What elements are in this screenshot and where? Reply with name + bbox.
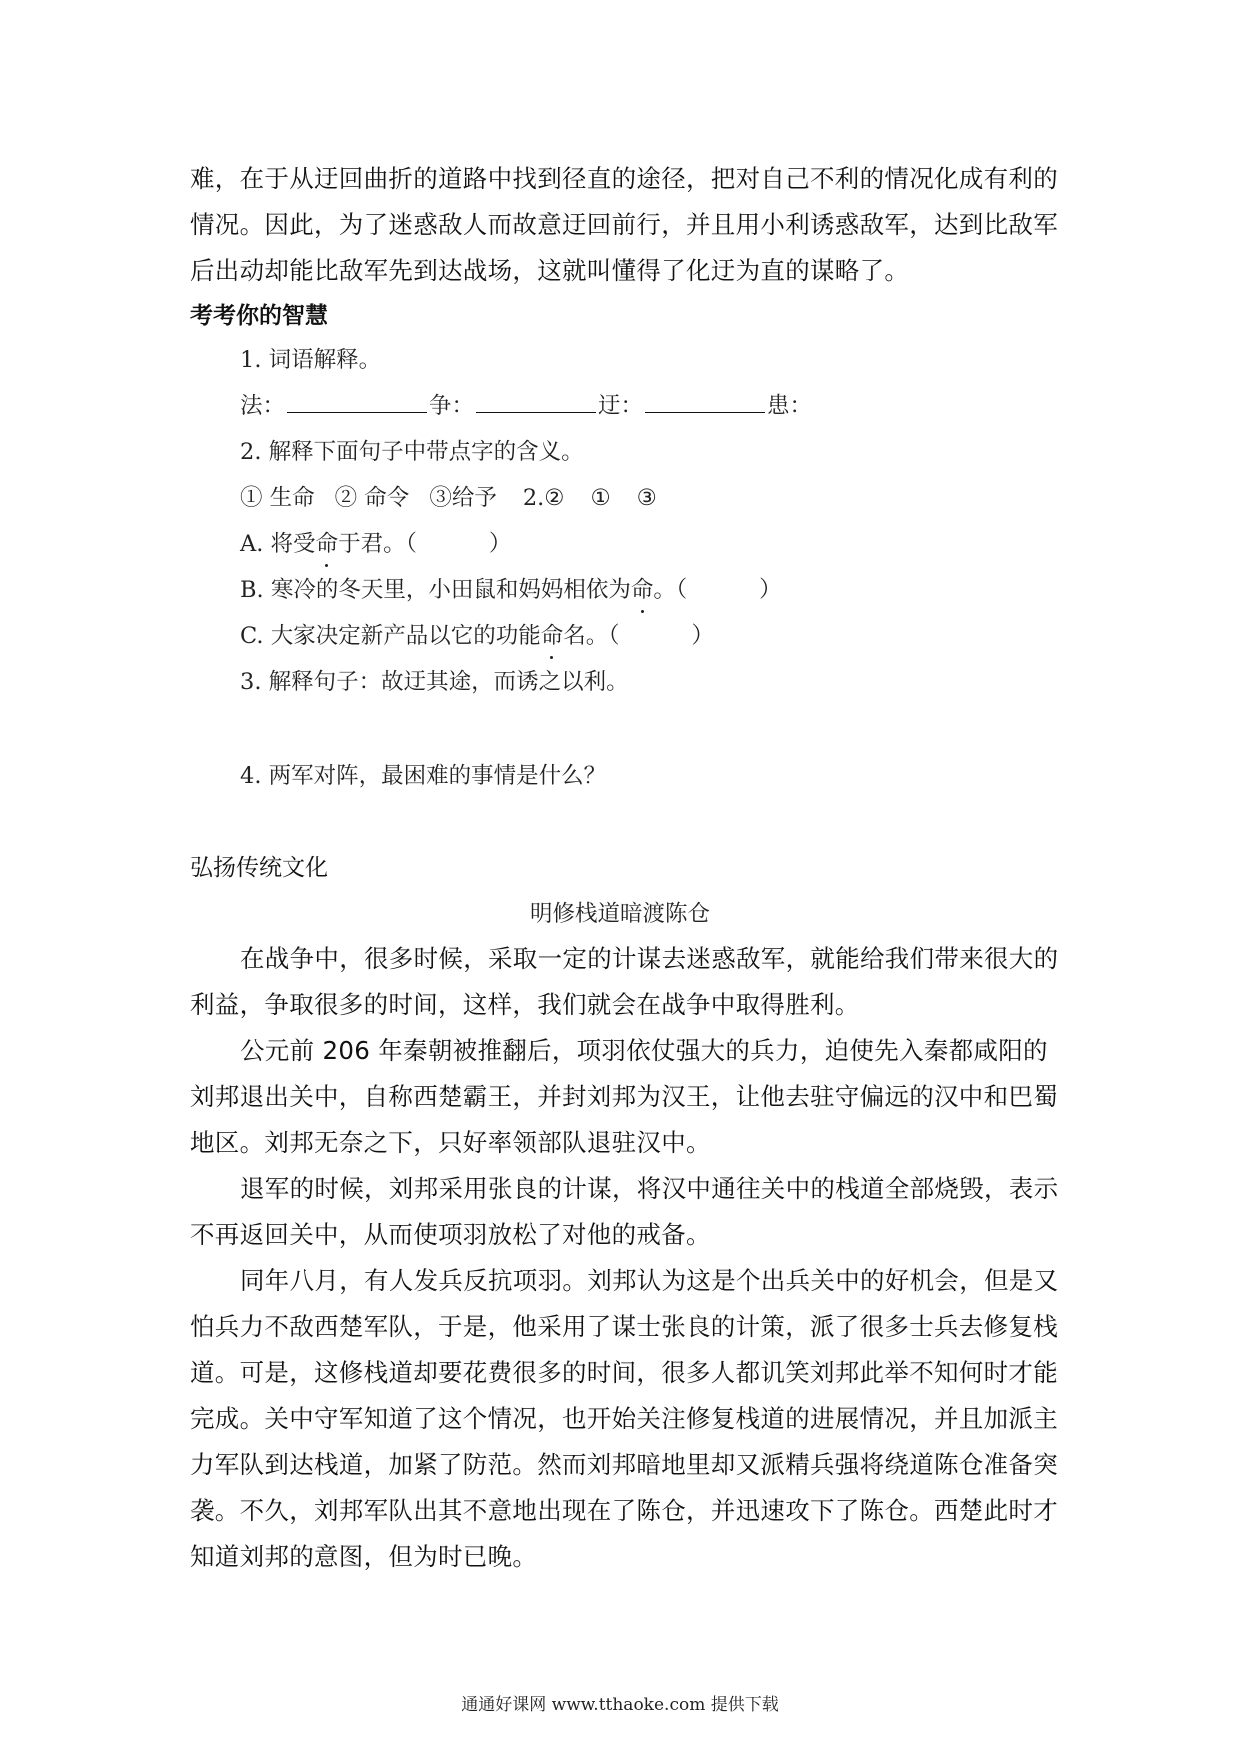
question-4: 4. 两军对阵，最困难的事情是什么？ xyxy=(240,763,607,789)
story-line-6: 退军的时候，刘邦采用张良的计谋，将汉中通往关中的栈道全部烧毁，表示 xyxy=(240,1174,1059,1203)
question-2c xyxy=(240,616,714,656)
story-line-10: 道。可是，这修栈道却要花费很多的时间，很多人都讥笑刘邦此举不知何时才能 xyxy=(190,1358,1058,1387)
question-2-options xyxy=(240,478,657,518)
story-line-13: 袭。不久，刘邦军队出其不意地出现在了陈仓，并迅速攻下了陈仓。西楚此时才 xyxy=(190,1496,1058,1525)
intro-line-2: 情况。因此，为了迷惑敌人而故意迂回前行，并且用小利诱惑敌军，达到比敌军 xyxy=(190,210,1058,239)
question-3: 3. 解释句子：故迂其途，而诱之以利。 xyxy=(240,669,629,695)
word-fa-label: 法： xyxy=(240,393,286,419)
intro-line-3: 后出动却能比敌军先到达战场，这就叫懂得了化迂为直的谋略了。 xyxy=(190,256,910,285)
quiz-heading: 考考你的智慧 xyxy=(190,303,328,329)
story-line-4: 刘邦退出关中，自称西楚霸王，并封刘邦为汉王，让他去驻守偏远的汉中和巴蜀 xyxy=(190,1082,1058,1111)
sentence-c-suffix: 名。（ xyxy=(563,623,620,649)
answer-key-3: ③ xyxy=(636,485,657,511)
story-line-5: 地区。刘邦无奈之下，只好率领部队退驻汉中。 xyxy=(190,1128,711,1157)
story-line-12: 力军队到达栈道，加紧了防范。然而刘邦暗地里却又派精兵强将绕道陈仓准备突 xyxy=(190,1450,1058,1479)
dotted-character: 命 xyxy=(316,524,339,564)
answer-key-2: ① xyxy=(590,485,611,511)
sentence-b-prefix: B. 寒冷的冬天里，小田鼠和妈妈相依为 xyxy=(240,577,631,603)
question-2b xyxy=(240,570,782,610)
story-title: 明修栈道暗渡陈仓 xyxy=(529,901,710,927)
option-2: ② 命令 xyxy=(334,485,410,511)
answer-blank-yu[interactable] xyxy=(645,386,765,413)
story-line-2: 利益，争取很多的时间，这样，我们就会在战争中取得胜利。 xyxy=(190,990,860,1019)
story-line-8: 同年八月，有人发兵反抗项羽。刘邦认为这是个出兵关中的好机会，但是又 xyxy=(240,1266,1059,1295)
question-2a xyxy=(240,524,511,564)
story-line-1: 在战争中，很多时候，采取一定的计谋去迷惑敌军，就能给我们带来很大的 xyxy=(240,944,1059,973)
culture-heading: 弘扬传统文化 xyxy=(190,855,328,881)
sentence-c-prefix: C. 大家决定新产品以它的功能 xyxy=(240,623,541,649)
dotted-character: 命 xyxy=(631,570,654,610)
close-paren: ） xyxy=(759,577,782,603)
answer-blank-fa[interactable] xyxy=(287,386,427,413)
sentence-a-prefix: A. 将受 xyxy=(240,531,316,557)
sentence-a-suffix: 于君。（ xyxy=(338,531,417,557)
sentence-b-suffix: 。（ xyxy=(653,577,688,603)
option-3: ③给予 xyxy=(429,485,497,511)
word-yu-label: 迂： xyxy=(598,393,644,419)
word-huan-label: 患： xyxy=(767,393,813,419)
question-1-blanks xyxy=(240,386,812,426)
answer-blank-zheng[interactable] xyxy=(476,386,596,413)
story-line-14: 知道刘邦的意图，但为时已晚。 xyxy=(190,1542,538,1571)
intro-line-1: 难，在于从迂回曲折的道路中找到径直的途径，把对自己不利的情况化成有利的 xyxy=(190,164,1058,193)
close-paren: ） xyxy=(488,531,512,557)
story-line-9: 怕兵力不敌西楚军队，于是，他采用了谋士张良的计策，派了很多士兵去修复栈 xyxy=(190,1312,1058,1341)
answer-key-1: 2.② xyxy=(522,485,565,511)
close-paren: ） xyxy=(691,623,715,649)
story-line-3: 公元前 206 年秦朝被推翻后，项羽依仗强大的兵力，迫使先入秦都咸阳的 xyxy=(240,1036,1048,1065)
question-1: 1. 词语解释。 xyxy=(240,347,382,373)
dotted-character: 命 xyxy=(541,616,564,656)
story-line-11: 完成。关中守军知道了这个情况，也开始关注修复栈道的进展情况，并且加派主 xyxy=(190,1404,1058,1433)
question-2: 2. 解释下面句子中带点字的含义。 xyxy=(240,439,584,465)
option-1: ① 生命 xyxy=(240,485,315,511)
page-footer: 通通好课网 www.tthaoke.com 提供下载 xyxy=(461,1695,779,1715)
story-line-7: 不再返回关中，从而使项羽放松了对他的戒备。 xyxy=(190,1220,711,1249)
word-zheng-label: 争： xyxy=(429,393,475,419)
